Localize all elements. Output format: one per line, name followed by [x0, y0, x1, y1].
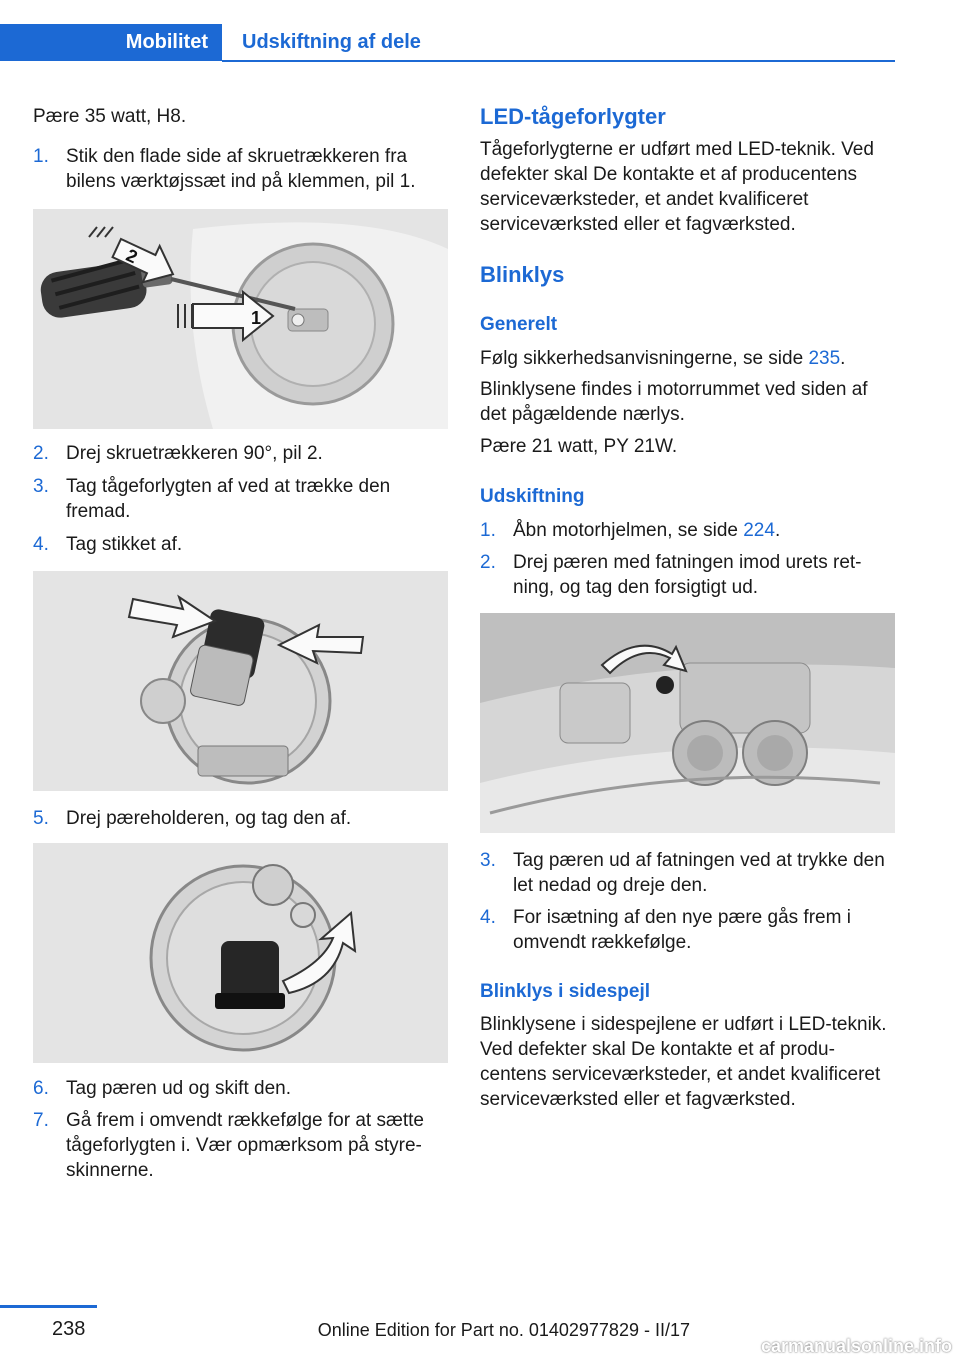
step-7 — [33, 1108, 448, 1186]
step-number: 6. — [33, 1078, 49, 1099]
step-6 — [33, 1076, 448, 1102]
step-text: Drej pæren med fatningen imod urets retning, og tag den forsigtigt ud. — [513, 552, 862, 598]
step-text — [513, 518, 895, 543]
step-text: Stik den flade side af skruetrækkeren fra bilens værktøjssæt ind på klemmen, pil 1. — [66, 146, 416, 192]
bulb-spec: Pære 35 watt, H8. — [33, 106, 187, 127]
subsection-title-blinklys-i-sidespejl: Blinklys i sidespejl — [480, 981, 651, 1002]
step-number: 4. — [33, 534, 49, 555]
page-link-224[interactable]: 224 — [743, 520, 775, 541]
header-divider — [222, 60, 895, 62]
footer-divider — [0, 1305, 97, 1308]
step-text: Drej pæreholderen, og tag den af. — [66, 808, 352, 829]
step-number: 3. — [33, 476, 49, 497]
text: . — [840, 348, 846, 369]
edition-info: Online Edition for Part no. 01402977829 - II/17 — [317, 1320, 690, 1340]
figure-connector-removal — [33, 571, 448, 791]
generelt-paragraph-1 — [480, 346, 895, 371]
step-number: 7. — [33, 1110, 49, 1131]
subsection-title-generelt: Generelt — [480, 314, 558, 335]
step-text: Tag pæren ud af fatningen ved at trykke den let nedad og dreje den. — [513, 850, 885, 896]
step-number: 1. — [480, 520, 496, 541]
step-text: Tag pæren ud og skift den. — [66, 1078, 291, 1099]
step-4 — [33, 532, 448, 558]
figure-engine-bay-indicator — [480, 613, 895, 833]
step-number: 5. — [33, 808, 49, 829]
step-3 — [480, 848, 895, 900]
step-2 — [33, 441, 448, 467]
step-number: 4. — [480, 907, 496, 928]
text: Åbn motorhjelmen, se side — [513, 520, 744, 541]
section-title-blinklys: Blinklys — [480, 262, 565, 287]
step-text: Tag tågeforlygten af ved at trække den fremad. — [66, 476, 391, 522]
arrow-label-1: 1 — [251, 308, 262, 328]
subsection-title-udskiftning: Udskiftning — [480, 486, 585, 507]
text: . — [774, 520, 781, 541]
figure-screwdriver-foglight — [33, 209, 448, 429]
page-link-235[interactable]: 235 — [808, 348, 841, 369]
page-header — [0, 0, 895, 62]
step-number: 2. — [33, 443, 49, 464]
led-paragraph: Tågeforlygterne er udført med LED-teknik. Ved defekter skal De kontakte et af producentens serviceværksteder, et andet kvalificeret serviceværksted eller et fagværksted. — [480, 139, 874, 235]
step-4 — [480, 905, 895, 957]
watermark: carmanualsonline.info — [760, 1336, 952, 1356]
step-text: Tag stikket af. — [66, 534, 183, 555]
step-1 — [33, 144, 448, 196]
sidespejl-paragraph: Blinklysene i sidespejlene er udført i LED-teknik. Ved defekter skal De kontakte et af producentens serviceværksteder, et andet kvalificeret serviceværksted eller et fagværksted. — [480, 1014, 887, 1110]
generelt-paragraph-3: Pære 21 watt, PY 21W. — [480, 436, 678, 457]
section-title-led-foglights: LED-tågeforlygter — [480, 104, 666, 129]
step-text: For isætning af den nye pære gås frem i omvendt rækkefølge. — [513, 907, 851, 953]
step-5 — [33, 806, 448, 832]
step-number: 3. — [480, 850, 496, 871]
tab-mobilitet[interactable]: Mobilitet — [0, 24, 222, 61]
step-2 — [480, 550, 895, 602]
step-text: Drej skruetrækkeren 90°, pil 2. — [66, 443, 323, 464]
step-number: 2. — [480, 552, 496, 573]
page-number: 238 — [52, 1318, 86, 1340]
arrow-label-2: 2 — [123, 244, 141, 268]
text: Følg sikkerhedsanvisningerne, se side — [480, 348, 809, 369]
step-3 — [33, 474, 448, 526]
tab-udskiftning-af-dele[interactable]: Udskiftning af dele — [242, 31, 421, 53]
figure-bulb-holder — [33, 843, 448, 1063]
step-number: 1. — [33, 146, 49, 167]
step-text: Gå frem i omvendt rækkefølge for at sætte tågeforlygten i. Vær opmærksom på styreskinnerne. — [66, 1110, 424, 1181]
generelt-paragraph-2: Blinklysene findes i motorrummet ved siden af det pågældende nærlys. — [480, 379, 868, 425]
step-1 — [480, 518, 895, 544]
